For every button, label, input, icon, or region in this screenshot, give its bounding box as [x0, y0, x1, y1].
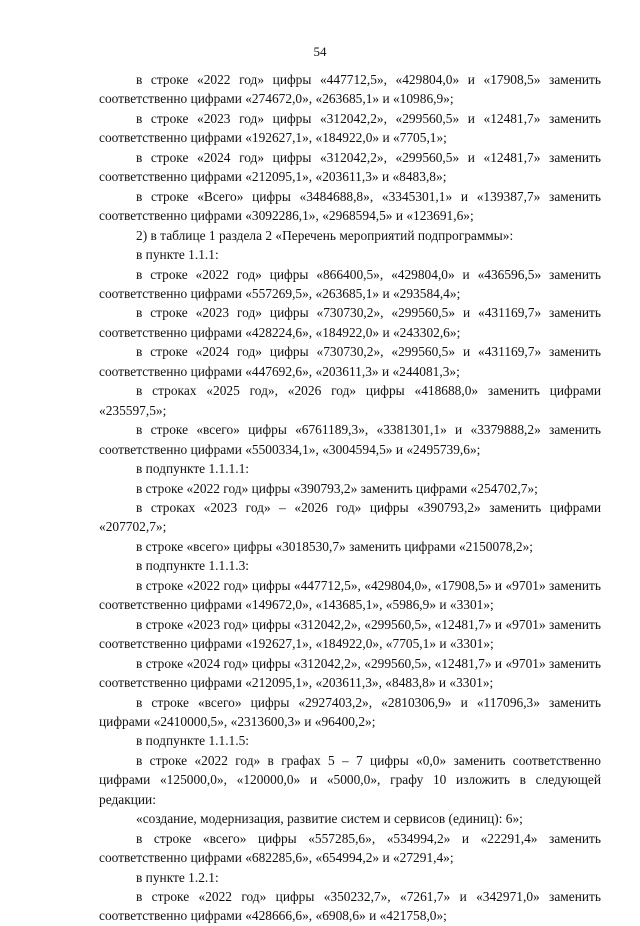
paragraph: в строке «2022 год» цифры «447712,5», «429804,0» и «17908,5» заменить соответственно цифрами «274672,0», «263685,1» и «10986,9»;	[99, 72, 601, 107]
paragraph: в строке «всего» цифры «3018530,7» заменить цифрами «2150078,2»;	[136, 538, 534, 554]
paragraph: в строках «2025 год», «2026 год» цифры «418688,0» заменить цифрами «235597,5»;	[99, 383, 601, 418]
paragraph: 2) в таблице 1 раздела 2 «Перечень мероприятий подпрограммы»:	[136, 227, 514, 243]
paragraph: «создание, модернизация, развитие систем и сервисов (единиц): 6»;	[136, 811, 523, 827]
paragraph: в подпункте 1.1.1.3:	[136, 558, 250, 574]
paragraph: в строках «2023 год» – «2026 год» цифры «390793,2» заменить цифрами «207702,7»;	[99, 499, 601, 535]
paragraph: в строке «2024 год» цифры «312042,2», «299560,5» и «12481,7» заменить соответственно цифрами «212095,1», «203611,3» и «8483,8»;	[99, 149, 601, 185]
paragraph: в строке «Всего» цифры «3484688,8», «3345301,1» и «139387,7» заменить соответственно цифрами «3092286,1», «2968594,5» и «123691,6»;	[99, 188, 601, 224]
paragraph: в строке «2022 год» цифры «350232,7», «7261,7» и «342971,0» заменить соответственно цифрами «428666,6», «6908,6» и «421758,0»;	[99, 889, 601, 924]
paragraph: в строке «всего» цифры «557285,6», «534994,2» и «22291,4» заменить соответственно цифрами «682285,6», «654994,2» и «27291,4»;	[99, 830, 601, 866]
paragraph: в строке «2024 год» цифры «730730,2», «299560,5» и «431169,7» заменить соответственно цифрами «447692,6», «203611,3» и «244081,3»;	[99, 344, 601, 379]
paragraph: в подпункте 1.1.1.5:	[136, 733, 250, 749]
paragraph: в строке «2022 год» цифры «390793,2» заменить цифрами «254702,7»;	[136, 480, 538, 496]
paragraph: в строке «2022 год» в графах 5 – 7 цифры «0,0» заменить соответственно цифрами «125000,0», «120000,0» и «5000,0», графу 10 изложить в следующей редакции:	[99, 752, 601, 807]
paragraph: в строке «всего» цифры «6761189,3», «3381301,1» и «3379888,2» заменить соответственно цифрами «5500334,1», «3004594,5» и «2495739,6»;	[99, 422, 601, 457]
paragraph: в строке «2024 год» цифры «312042,2», «299560,5», «12481,7» и «9701» заменить соответственно цифрами «212095,1», «203611,3», «8483,8» и «3301»;	[99, 655, 601, 691]
paragraph: в строке «2022 год» цифры «866400,5», «429804,0» и «436596,5» заменить соответственно цифрами «557269,5», «263685,1» и «293584,4»;	[99, 266, 601, 301]
paragraph: в подпункте 1.1.1.1:	[136, 461, 250, 477]
paragraph: в строке «2023 год» цифры «312042,2», «299560,5», «12481,7» и «9701» заменить соответственно цифрами «192627,1», «184922,0», «7705,1» и «3301»;	[99, 616, 601, 652]
document-body	[99, 70, 601, 926]
paragraph: в пункте 1.1.1:	[136, 247, 219, 263]
paragraph: в строке «2023 год» цифры «730730,2», «299560,5» и «431169,7» заменить соответственно цифрами «428224,6», «184922,0» и «243302,6»;	[99, 305, 601, 340]
paragraph: в строке «2022 год» цифры «447712,5», «429804,0», «17908,5» и «9701» заменить соответственно цифрами «149672,0», «143685,1», «5986,9» и «3301»;	[99, 577, 601, 613]
paragraph: в строке «всего» цифры «2927403,2», «2810306,9» и «117096,3» заменить цифрами «2410000,5», «2313600,3» и «96400,2»;	[99, 694, 601, 729]
paragraph: в пункте 1.2.1:	[136, 869, 219, 885]
paragraph: в строке «2023 год» цифры «312042,2», «299560,5» и «12481,7» заменить соответственно цифрами «192627,1», «184922,0» и «7705,1»;	[99, 110, 601, 146]
page-number: 54	[313, 44, 327, 59]
